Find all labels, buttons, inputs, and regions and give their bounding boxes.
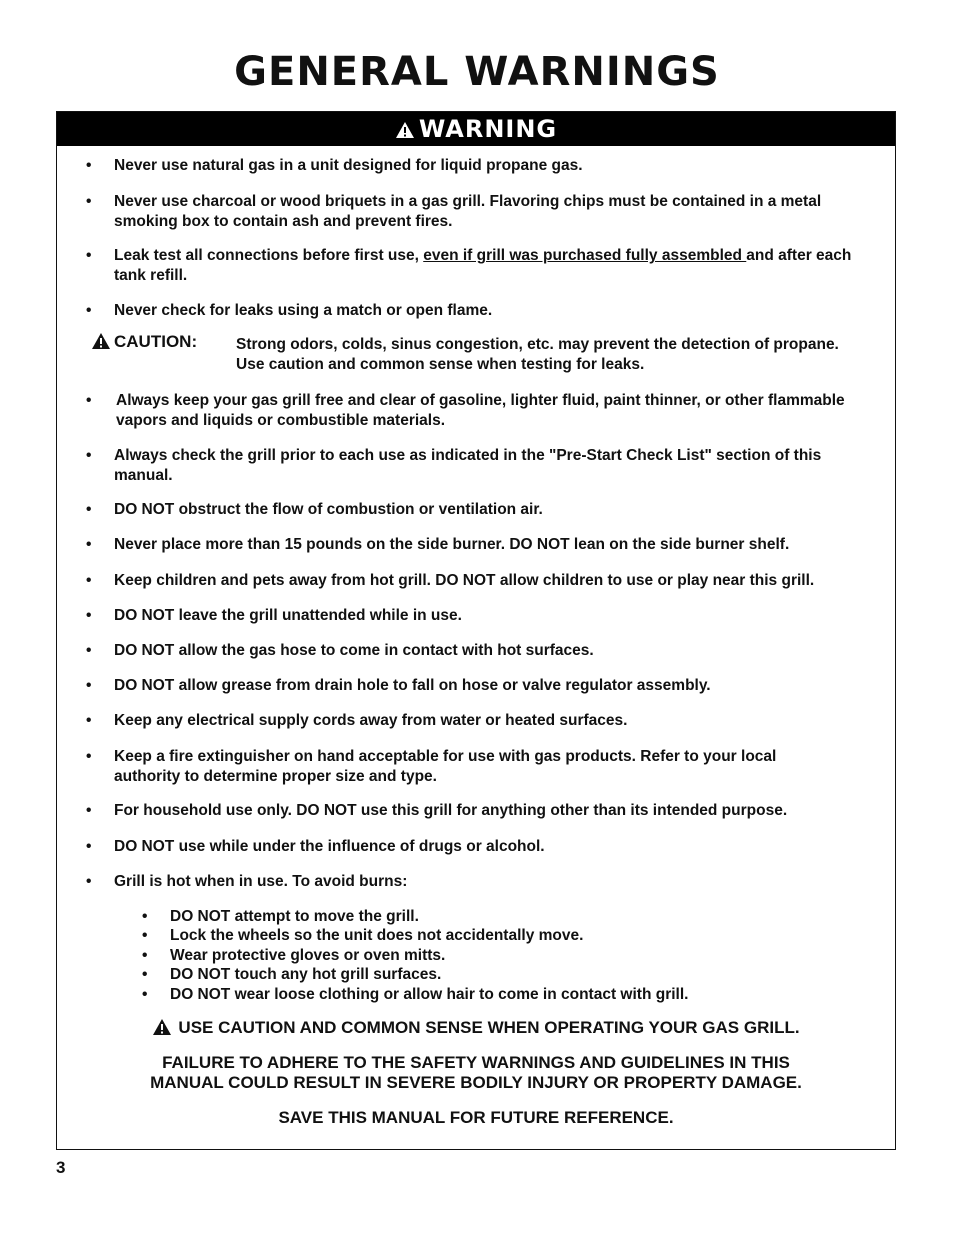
bullet: • [86, 873, 92, 890]
bullet: • [86, 677, 92, 694]
bullet: • [86, 247, 92, 264]
bullet: • [86, 607, 92, 624]
page-number: 3 [56, 1158, 66, 1177]
failure-warning-line-1: FAILURE TO ADHERE TO THE SAFETY WARNINGS AND GUIDELINES IN THIS [162, 1053, 790, 1072]
bullet: • [86, 157, 92, 174]
caution-label [91, 332, 197, 352]
list-item-text: Never check for leaks using a match or open flame. [114, 302, 493, 319]
bullet: • [86, 712, 92, 729]
bullet: • [142, 986, 148, 1003]
sub-list-item-text: Wear protective gloves or oven mitts. [170, 947, 446, 964]
list-item-text [114, 246, 874, 285]
save-manual-line: SAVE THIS MANUAL FOR FUTURE REFERENCE. [278, 1108, 674, 1127]
sub-list-item-text: DO NOT touch any hot grill surfaces. [170, 966, 442, 983]
bullet: • [142, 908, 148, 925]
list-item-text: DO NOT obstruct the flow of combustion or ventilation air. [114, 501, 543, 518]
warning-box [56, 111, 896, 1150]
list-item-text: Always check the grill prior to each use as indicated in the "Pre-Start Check List" section of this manual. [114, 447, 822, 484]
underlined-text: even if grill was purchased fully assembled [423, 247, 747, 264]
list-item-text: Keep any electrical supply cords away from water or heated surfaces. [114, 712, 628, 729]
page-title: GENERAL WARNINGS [234, 49, 720, 95]
caution-footer-text: USE CAUTION AND COMMON SENSE WHEN OPERATING YOUR GAS GRILL. [178, 1018, 800, 1037]
list-item-text: Never use natural gas in a unit designed for liquid propane gas. [114, 157, 583, 174]
failure-warning-line-2: MANUAL COULD RESULT IN SEVERE BODILY INJURY OR PROPERTY DAMAGE. [150, 1073, 802, 1092]
list-item-text: Keep a fire extinguisher on hand acceptable for use with gas products. Refer to your local authority to determine proper size and type. [114, 748, 777, 785]
warning-triangle-icon [152, 1018, 172, 1036]
list-item-text: Never use charcoal or wood briquets in a gas grill. Flavoring chips must be contained in a metal smoking box to contain ash and prevent fires. [114, 193, 822, 230]
bullet: • [86, 392, 92, 409]
bullet: • [86, 447, 92, 464]
bullet: • [86, 302, 92, 319]
sub-list-item-text: DO NOT attempt to move the grill. [170, 908, 419, 925]
list-item-text: Always keep your gas grill free and clear of gasoline, lighter fluid, paint thinner, or other flammable vapors and liquids or combustible materials. [116, 392, 845, 429]
list-item-text-pre: Leak test all connections before first use, [114, 247, 424, 264]
list-item-text: Grill is hot when in use. To avoid burns: [114, 873, 408, 890]
list-item-text-post: and after each tank refill. [114, 247, 852, 284]
list-item-text: DO NOT use while under the influence of drugs or alcohol. [114, 838, 545, 855]
bullet: • [86, 748, 92, 765]
bullet: • [86, 642, 92, 659]
caution-footer-line [57, 1018, 895, 1038]
list-item-text: For household use only. DO NOT use this grill for anything other than its intended purpose. [114, 802, 788, 819]
caution-label-text: CAUTION: [114, 332, 198, 351]
bullet: • [142, 927, 148, 944]
bullet: • [142, 947, 148, 964]
sub-list-item-text: Lock the wheels so the unit does not accidentally move. [170, 927, 584, 944]
bullet: • [86, 802, 92, 819]
sub-list-item-text: DO NOT wear loose clothing or allow hair to come in contact with grill. [170, 986, 689, 1003]
warning-banner [57, 112, 895, 146]
bullet: • [86, 572, 92, 589]
caution-text: Strong odors, colds, sinus congestion, etc. may prevent the detection of propane. Use caution and common sense when testing for leaks. [236, 336, 839, 373]
bullet: • [86, 193, 92, 210]
bullet: • [86, 501, 92, 518]
warning-triangle-icon [395, 121, 415, 139]
list-item-text: DO NOT allow grease from drain hole to fall on hose or valve regulator assembly. [114, 677, 711, 694]
warning-triangle-icon [91, 332, 111, 350]
list-item-text: DO NOT allow the gas hose to come in contact with hot surfaces. [114, 642, 594, 659]
bullet: • [142, 966, 148, 983]
list-item-text: Keep children and pets away from hot grill. DO NOT allow children to use or play near this grill. [114, 572, 815, 589]
warning-banner-label: WARNING [418, 115, 558, 143]
bullet: • [86, 838, 92, 855]
bullet: • [86, 536, 92, 553]
list-item-text: DO NOT leave the grill unattended while in use. [114, 607, 462, 624]
list-item-text: Never place more than 15 pounds on the side burner. DO NOT lean on the side burner shelf. [114, 536, 790, 553]
